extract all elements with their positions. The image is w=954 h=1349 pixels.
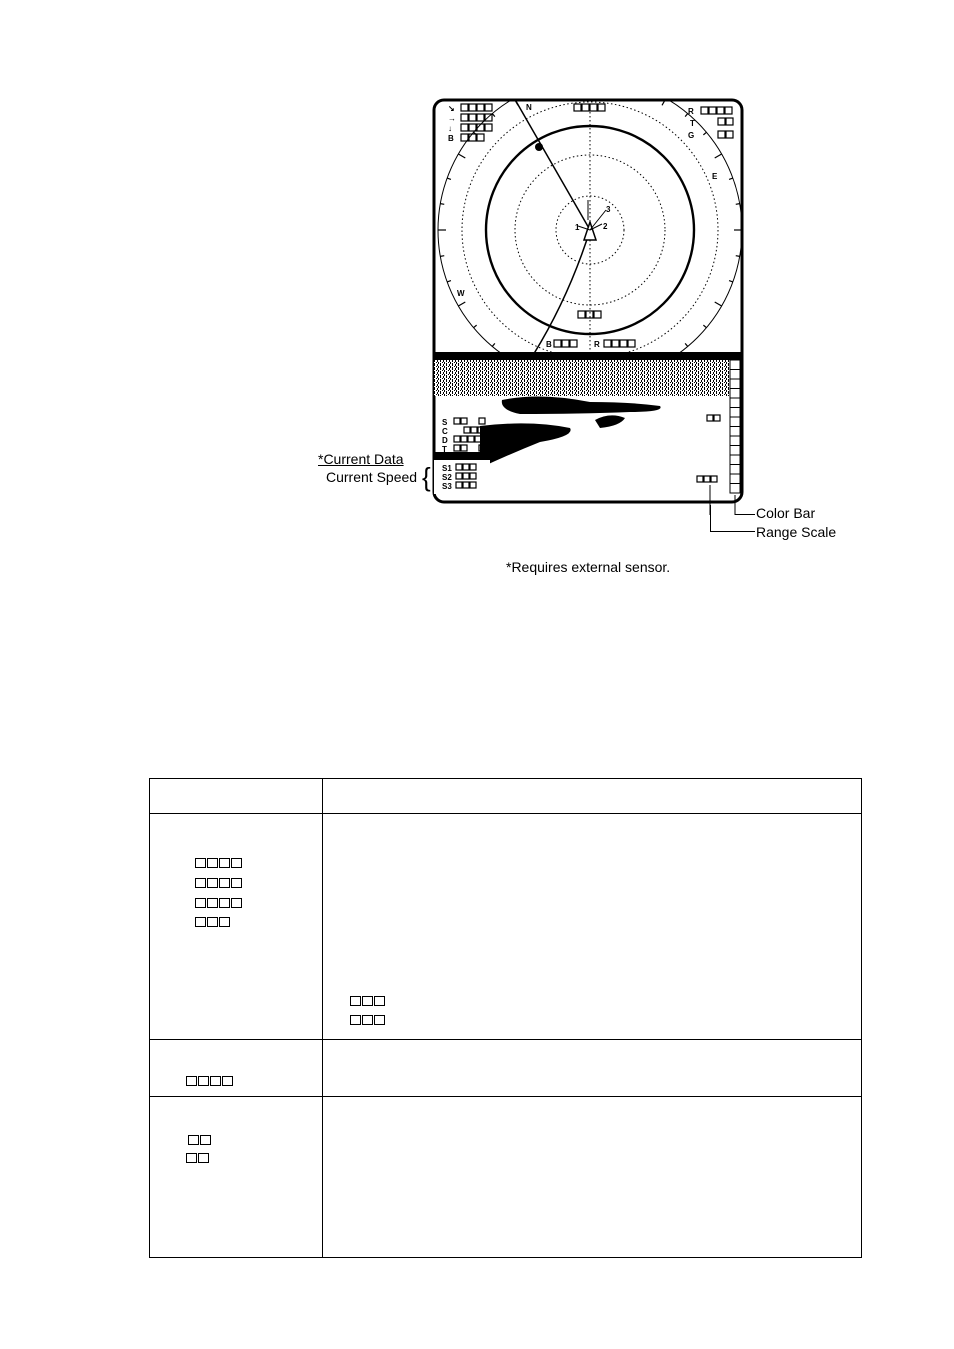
table-row bbox=[150, 1040, 862, 1097]
readout-box bbox=[726, 131, 733, 138]
color-bar-segment bbox=[730, 436, 740, 446]
row3-description bbox=[323, 1097, 862, 1258]
readout-box bbox=[469, 104, 476, 111]
school-echo-3 bbox=[595, 415, 625, 428]
target-marker bbox=[535, 143, 543, 151]
bearing-tick bbox=[447, 281, 451, 282]
readout-box bbox=[485, 104, 492, 111]
bearing-tick bbox=[492, 114, 495, 117]
bearing-label: B bbox=[448, 134, 454, 143]
color-bar-segment bbox=[730, 484, 740, 494]
range-scale-label: Range Scale bbox=[756, 524, 837, 540]
range-scale-leader-v bbox=[710, 505, 711, 531]
school-echo-1 bbox=[502, 396, 661, 414]
readout-box bbox=[714, 415, 720, 421]
compass-east: E bbox=[712, 172, 718, 181]
color-bar-segment bbox=[730, 389, 740, 399]
target-number-3: 3 bbox=[606, 205, 611, 214]
readout-label-s2: S2 bbox=[442, 473, 452, 482]
table-row bbox=[150, 1097, 862, 1258]
course-arrow-icon: → bbox=[448, 114, 456, 123]
range-prefix: R bbox=[594, 340, 600, 349]
readout-box bbox=[578, 311, 585, 318]
readout-box bbox=[461, 418, 467, 424]
bearing-tick bbox=[729, 281, 733, 282]
readout-box bbox=[725, 107, 732, 114]
bearing-tick bbox=[703, 325, 706, 328]
bearing-tick bbox=[685, 343, 688, 346]
color-bar-leader-h bbox=[735, 514, 755, 515]
bearing-tick bbox=[492, 343, 495, 346]
readout-box bbox=[620, 340, 627, 347]
readout-box bbox=[582, 104, 589, 111]
readout-box bbox=[479, 418, 485, 424]
bearing-tick bbox=[474, 325, 477, 328]
readout-label-c: C bbox=[442, 427, 448, 436]
color-bar bbox=[730, 360, 740, 493]
readout-box bbox=[461, 124, 468, 131]
readout-box bbox=[701, 107, 708, 114]
footnote: *Requires external sensor. bbox=[506, 559, 671, 575]
box-group bbox=[186, 1153, 209, 1163]
current-data-readout bbox=[442, 418, 485, 454]
readout-box bbox=[726, 118, 733, 125]
row3-indication bbox=[150, 1097, 323, 1258]
color-bar-segment bbox=[730, 379, 740, 389]
readout-box bbox=[469, 114, 476, 121]
range-label: R bbox=[688, 107, 694, 116]
color-bar-segment bbox=[730, 446, 740, 456]
target-number-2: 2 bbox=[603, 222, 608, 231]
readout-box bbox=[711, 476, 717, 482]
current-speed-readout bbox=[434, 460, 490, 494]
readout-box bbox=[461, 114, 468, 121]
readout-box bbox=[562, 340, 569, 347]
readout-box bbox=[469, 134, 476, 141]
row2-description bbox=[323, 1040, 862, 1097]
color-bar-segment bbox=[730, 370, 740, 380]
box-group bbox=[195, 858, 242, 868]
top-center-readout bbox=[574, 104, 605, 111]
bearing-tick bbox=[447, 178, 451, 179]
readout-box bbox=[598, 104, 605, 111]
compass-north: N bbox=[526, 103, 532, 112]
echo-section-divider bbox=[434, 352, 742, 360]
bearing-tick bbox=[458, 154, 465, 158]
box-group bbox=[195, 898, 242, 908]
readout-box bbox=[612, 340, 619, 347]
readout-box bbox=[570, 340, 577, 347]
color-bar-leader bbox=[735, 495, 755, 515]
readout-box bbox=[464, 427, 470, 433]
row2-indication bbox=[150, 1040, 323, 1097]
color-bar-segment bbox=[730, 427, 740, 437]
bearing-tick bbox=[729, 178, 733, 179]
readout-box bbox=[717, 107, 724, 114]
box-group bbox=[195, 917, 230, 927]
color-bar-segment bbox=[730, 474, 740, 484]
readout-box bbox=[697, 476, 703, 482]
readout-box bbox=[477, 114, 484, 121]
sonar-display-illustration bbox=[420, 90, 760, 515]
bearing-tick bbox=[440, 204, 444, 205]
readout-box bbox=[454, 445, 460, 451]
readout-box bbox=[594, 311, 601, 318]
readout-label-s: S bbox=[442, 418, 448, 427]
readout-box bbox=[574, 104, 581, 111]
bearing-prefix: B bbox=[546, 340, 552, 349]
school-echo-2 bbox=[480, 423, 571, 468]
header-cell-indication bbox=[150, 779, 323, 814]
color-bar-segment bbox=[730, 455, 740, 465]
range-scale-leader-h bbox=[710, 531, 755, 532]
top-right-readout bbox=[688, 107, 733, 140]
readout-box bbox=[485, 124, 492, 131]
color-bar-segment bbox=[730, 360, 740, 370]
box-group bbox=[186, 1076, 233, 1086]
readout-label-d: D bbox=[442, 436, 448, 445]
box-group bbox=[195, 878, 242, 888]
readout-box bbox=[454, 418, 460, 424]
header-cell-description bbox=[323, 779, 862, 814]
readout-box bbox=[477, 104, 484, 111]
target-number-1: 1 bbox=[575, 223, 580, 232]
color-bar-segment bbox=[730, 408, 740, 418]
readout-box bbox=[471, 427, 477, 433]
bearing-tick bbox=[440, 256, 444, 257]
bearing-tick bbox=[538, 90, 539, 91]
readout-box bbox=[704, 476, 710, 482]
bearing-tick bbox=[641, 90, 642, 91]
indication-table bbox=[149, 778, 862, 1258]
current-speed-brace: { bbox=[422, 462, 431, 492]
bearing-tick bbox=[715, 154, 722, 158]
speed-arrow-icon: ↘ bbox=[448, 104, 455, 113]
bearing-tick bbox=[736, 204, 740, 205]
current-data-label: *Current Data bbox=[318, 451, 404, 467]
readout-box bbox=[461, 436, 467, 442]
readout-label-t: T bbox=[442, 445, 447, 454]
readout-label-s1: S1 bbox=[442, 464, 452, 473]
box-group bbox=[350, 996, 385, 1006]
readout-label-s3: S3 bbox=[442, 482, 452, 491]
readout-box bbox=[590, 104, 597, 111]
color-bar-segment bbox=[730, 417, 740, 427]
bearing-line bbox=[513, 96, 590, 230]
depth-marker-readout bbox=[697, 415, 720, 482]
readout-box bbox=[468, 436, 474, 442]
readout-box bbox=[709, 107, 716, 114]
bearing-tick bbox=[458, 302, 465, 306]
gain-label: G bbox=[688, 131, 695, 140]
box-group bbox=[350, 1015, 385, 1025]
color-bar-label: Color Bar bbox=[756, 505, 816, 521]
readout-box bbox=[604, 340, 611, 347]
readout-box bbox=[707, 415, 713, 421]
tilt-label: T bbox=[690, 119, 695, 128]
color-bar-segment bbox=[730, 398, 740, 408]
bearing-tick bbox=[715, 302, 722, 306]
compass-west: W bbox=[457, 289, 465, 298]
color-bar-segment bbox=[730, 465, 740, 475]
readout-box bbox=[461, 445, 467, 451]
readout-box bbox=[628, 340, 635, 347]
current-speed-label: Current Speed bbox=[326, 469, 418, 485]
readout-box bbox=[477, 134, 484, 141]
readout-box bbox=[718, 131, 725, 138]
table-row bbox=[150, 814, 862, 1040]
readout-box bbox=[554, 340, 561, 347]
row1-description bbox=[323, 814, 862, 1040]
down-arrow-icon: ↓ bbox=[448, 124, 452, 133]
table-header-row bbox=[150, 779, 862, 814]
echo-noise-band bbox=[434, 360, 730, 396]
row1-indication bbox=[150, 814, 323, 1040]
bearing-tick bbox=[703, 132, 706, 135]
readout-box bbox=[461, 104, 468, 111]
readout-box bbox=[454, 436, 460, 442]
bearing-tick bbox=[736, 256, 740, 257]
readout-box bbox=[718, 118, 725, 125]
box-group bbox=[188, 1135, 211, 1145]
